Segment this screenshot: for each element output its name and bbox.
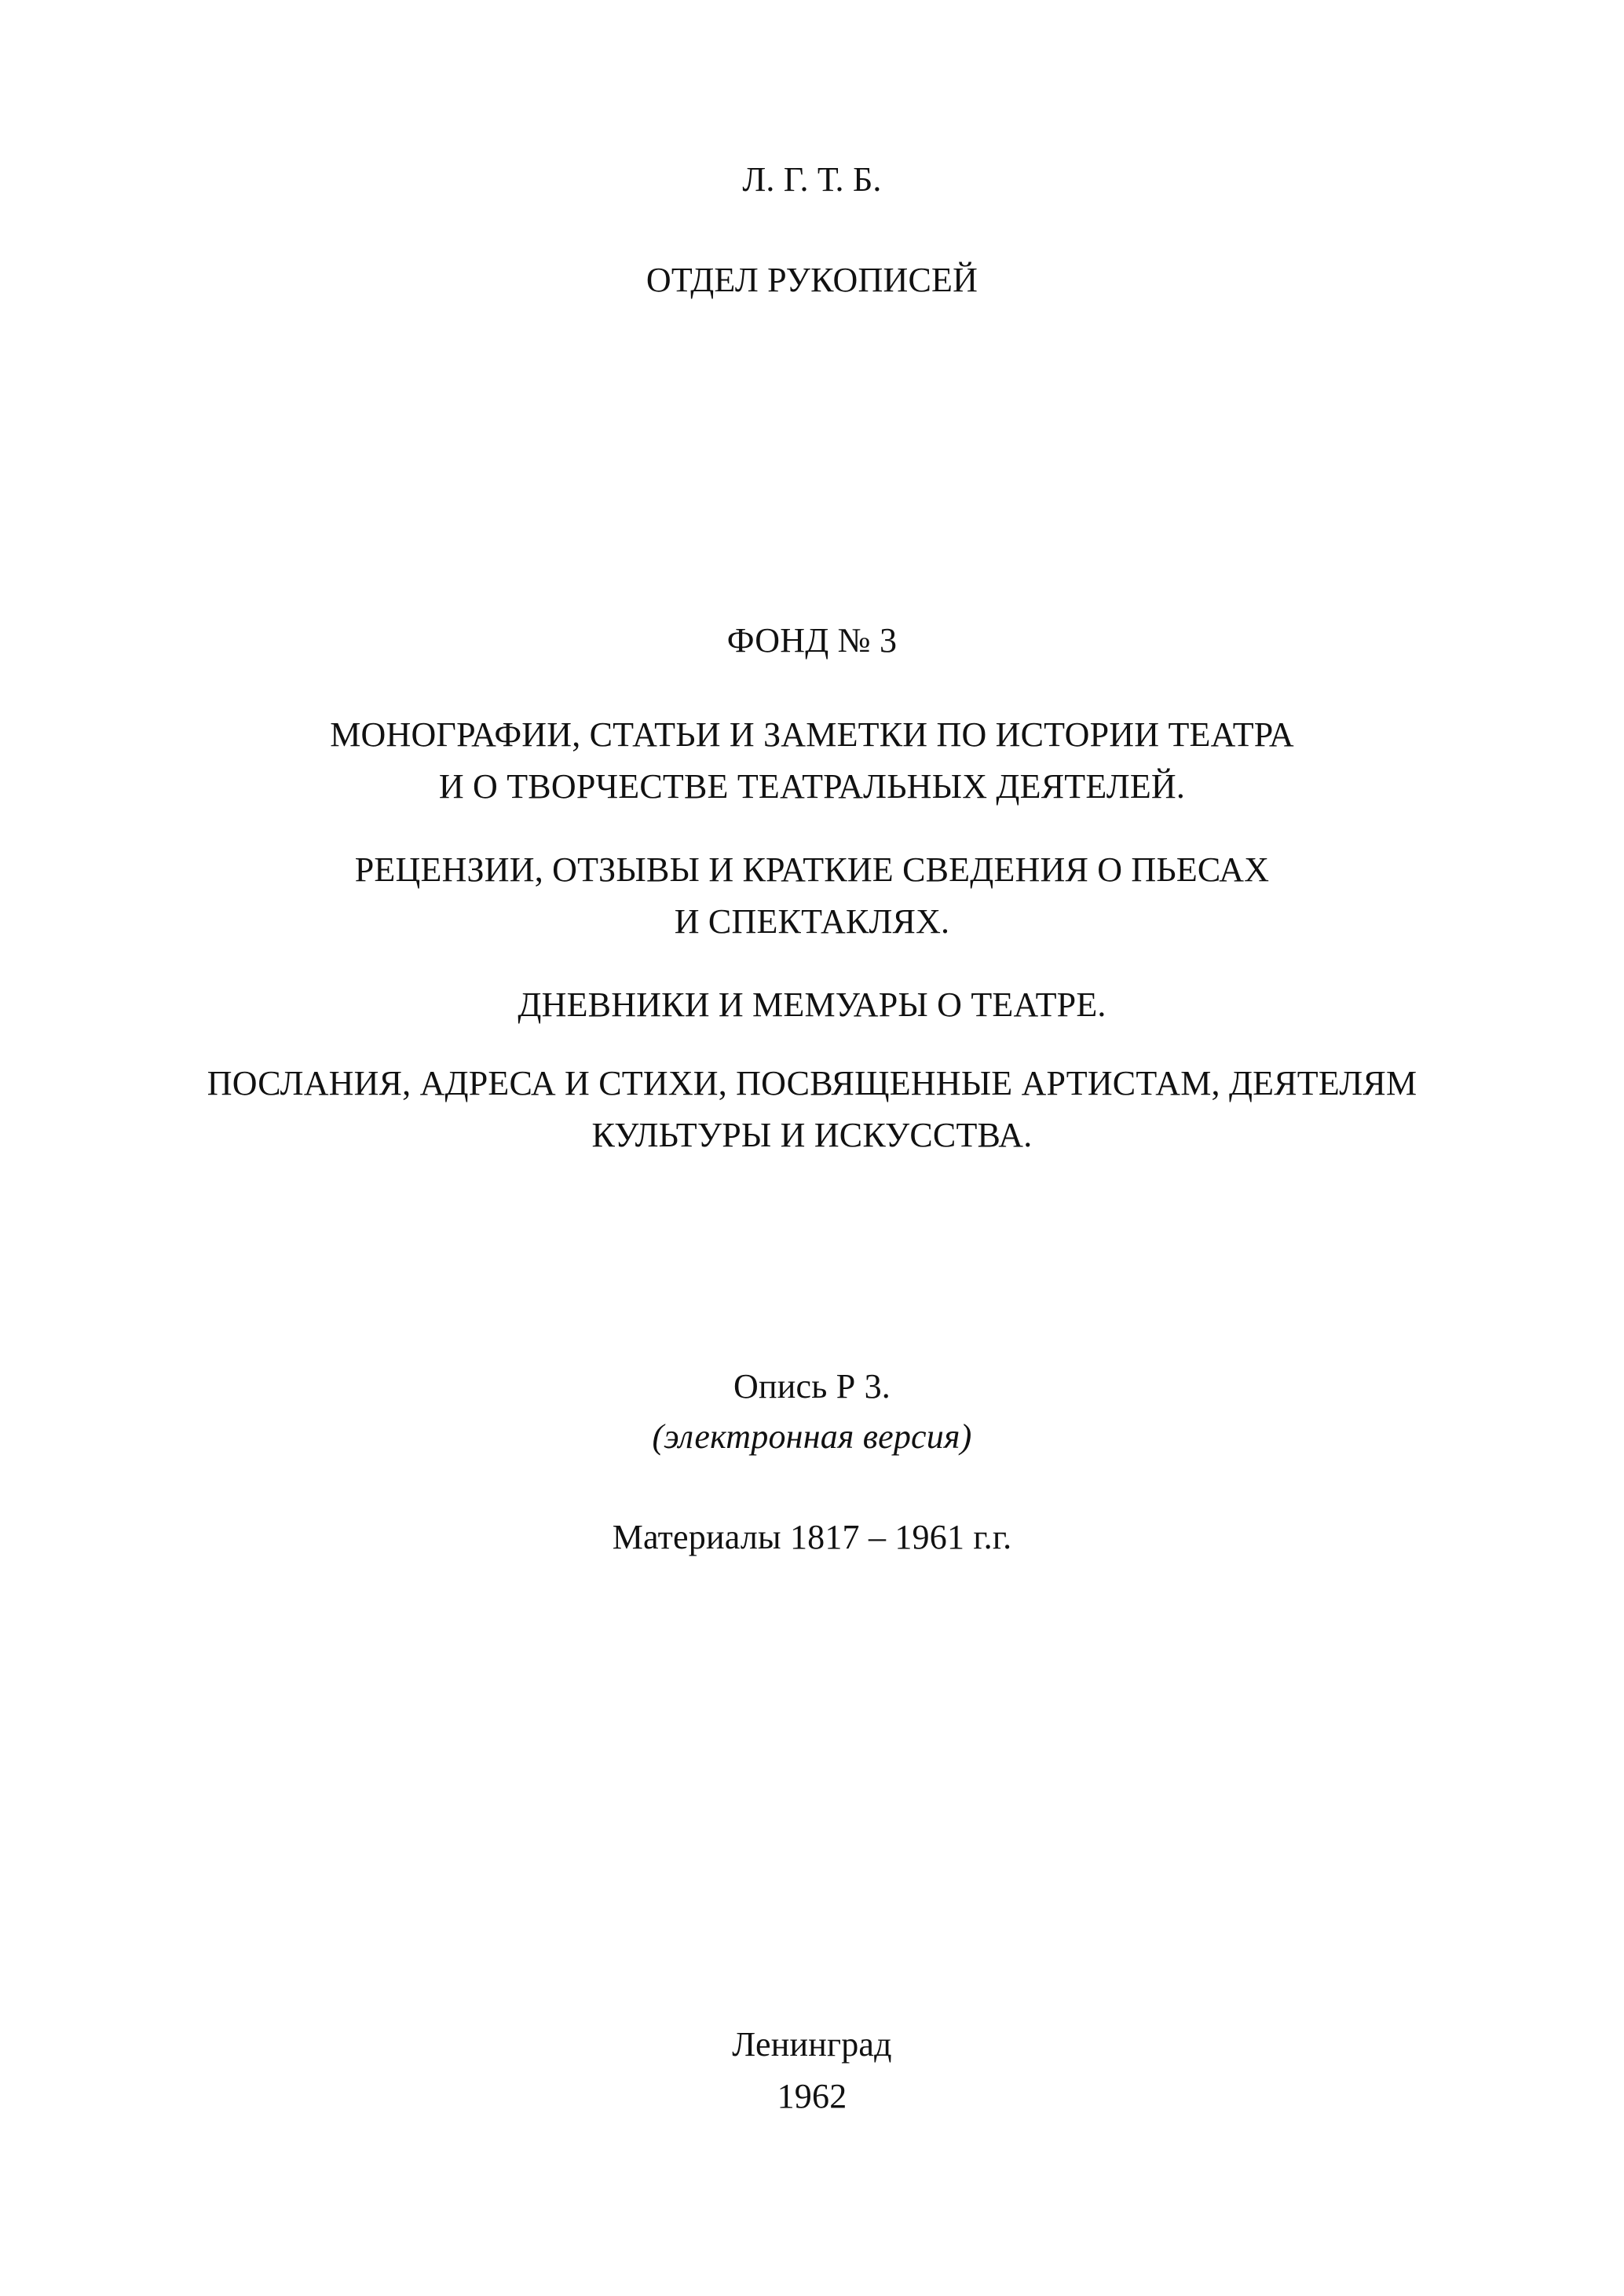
fond-number: ФОНД № 3	[726, 621, 898, 660]
materials-date-range: Материалы 1817 – 1961 г.г.	[612, 1518, 1012, 1556]
imprint-year: 1962	[777, 2077, 847, 2115]
inventory-version: (электронная версия)	[652, 1417, 972, 1456]
fond-description-2-line-1: РЕЦЕНЗИИ, ОТЗЫВЫ И КРАТКИЕ СВЕДЕНИЯ О ПЬЕСАХ	[354, 850, 1270, 889]
department-title: ОТДЕЛ РУКОПИСЕЙ	[646, 261, 978, 299]
fond-description-1-line-2: И О ТВОРЧЕСТВЕ ТЕАТРАЛЬНЫХ ДЕЯТЕЛЕЙ.	[438, 767, 1186, 806]
fond-description-1-line-1: МОНОГРАФИИ, СТАТЬИ И ЗАМЕТКИ ПО ИСТОРИИ ТЕАТРА	[330, 715, 1294, 754]
institution-abbreviation: Л. Г. Т. Б.	[742, 160, 882, 199]
imprint-city: Ленинград	[732, 2025, 892, 2064]
fond-description-4-line-1: ПОСЛАНИЯ, АДРЕСА И СТИХИ, ПОСВЯЩЕННЫЕ АРТИСТАМ, ДЕЯТЕЛЯМ	[207, 1064, 1417, 1102]
fond-description-2-line-2: И СПЕКТАКЛЯХ.	[674, 902, 950, 941]
fond-description-4-line-2: КУЛЬТУРЫ И ИСКУССТВА.	[591, 1116, 1033, 1154]
fond-description-3-line-1: ДНЕВНИКИ И МЕМУАРЫ О ТЕАТРЕ.	[518, 985, 1106, 1024]
inventory-title: Опись Р 3.	[733, 1367, 891, 1406]
